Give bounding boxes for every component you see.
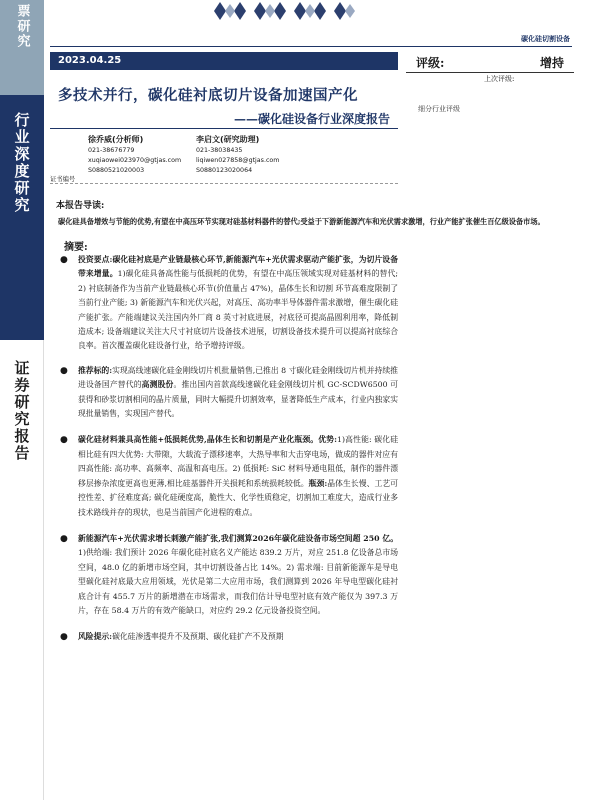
header-logo-banner <box>210 0 360 22</box>
summary-bullet <box>58 630 398 644</box>
rating-label: 评级: <box>416 56 445 70</box>
sidebar-top-label: 票研究 <box>14 4 30 49</box>
summary-bullet <box>58 433 398 519</box>
summary-bullet <box>58 364 398 422</box>
bullet-bold-2: 高测股份 <box>141 380 174 390</box>
sidebar <box>0 0 44 800</box>
report-subtitle: ——碳化硅设备行业深度报告 <box>233 112 390 126</box>
sidebar-report-label: 证券研究报告 <box>12 360 31 462</box>
cert-label: 证书编号 <box>50 176 76 183</box>
summary-bullet <box>58 532 398 618</box>
bullet-bold: 新能源汽车+光伏需求增长刺激产能扩张,我们测算2026年碳化硅设备市场空间超 250 亿。 <box>78 533 398 543</box>
summary-bullet <box>58 253 398 354</box>
bullet-bold: 碳化硅材料兼具高性能+低损耗优势,晶体生长和切割是产业化瓶颈。优势: <box>78 435 338 445</box>
guide-body: 碳化硅具备增效与节能的优势,有望在中高压环节实现对硅基材料器件的替代;受益于下游新能源汽车和光伏需求激增，行业产能扩张催生百亿级设备市场。 <box>58 217 545 226</box>
rating-value: 增持 <box>539 56 564 70</box>
analyst-cert: S0880521020003 <box>88 167 145 174</box>
bullet-bold-2: 瓶颈: <box>308 478 328 488</box>
analyst-phone: 021-38676779 <box>88 147 135 154</box>
bullet-text: 碳化硅渗透率提升不及预期、碳化硅扩产不及预期 <box>112 632 284 642</box>
header-sector-label: 碳化硅切割设备 <box>521 34 570 43</box>
analyst-2 <box>196 134 279 176</box>
title-divider <box>50 128 398 129</box>
bullet-text: 1)供给端: 我们预计 2026 年碳化硅衬底名义产能达 839.2 万片，对应 251.8 亿设备总市场空间，48.0 亿的新增市场空间，其中切割设备占比 14%。2) 需求端: 目前新能源车是导电型碳化硅衬底最大应用领域，光伏是第二大应用市场，我们测算到 2026 年导电型碳化硅衬底合计有 455.7 万片的新增潜在市场需求，而我们估计导电型衬底有效产能仅为 397.3 万片，存在 58.4 万片的有效产能缺口，对应约 29.2 亿元设备投资空间。 <box>78 548 398 615</box>
sector-rating-label: 细分行业评级 <box>418 105 460 113</box>
summary-heading: 摘要: <box>64 242 88 253</box>
analyst-cert: S0880123020064 <box>196 167 253 174</box>
report-date: 2023.04.25 <box>50 52 398 70</box>
bullet-text: 1)碳化硅具备高性能与低损耗的优势，有望在中高压领域实现对硅基材料的替代; 2) 衬底制备作为当前产业链最核心环节(价值量占 47%)，晶体生长和切割 环节高难度限制了当前行业产能; 3) 新能源汽车和光伏兴起，对高压、高功率半导体器件需求激增，催生碳化硅产能扩张。产能端建议关注国内外厂商 8 英寸衬底进展，衬底径可提高晶圆利用率，降低制造成本; 设备端建议关注大尺寸衬底切片设备技术进展，切割设备技术提升可以提高衬底综合良率。首次覆盖碳化硅设备行业，给予增持评级。 <box>78 269 398 351</box>
bullet-text-2: 晶体生长慢、工艺可控性差、扩径难度高; 碳化硅硬度高，脆性大、化学性质稳定，切割加工难度大，造成行业多技术路线并存的现状，也是当前国产化进程的难点。 <box>78 478 398 517</box>
analyst-name: 李启文(研究助理) <box>196 135 260 144</box>
bullet-dot-icon: ● <box>60 365 68 376</box>
analyst-divider <box>50 183 398 184</box>
header-divider <box>50 46 572 47</box>
analyst-1 <box>88 134 181 176</box>
summary-bullets <box>58 253 398 645</box>
bullet-dot-icon: ● <box>60 632 68 643</box>
guide-heading: 本报告导读: <box>56 201 105 211</box>
sidebar-report-type: 行业深度研究 <box>12 112 31 214</box>
analyst-email[interactable]: xuqiaowei023970@gtjas.com <box>88 157 182 164</box>
analyst-block <box>50 134 398 186</box>
bullet-bold: 风险提示: <box>78 632 113 642</box>
bullet-bold: 投资要点:碳化硅衬底是产业链最核心环节,新能源汽车+光伏需求驱动产能扩张，为切片设备带来增量。 <box>78 255 398 279</box>
bullet-text-2: 。推出国内首款高线速碳化硅金刚线切片机 GC-SCDW6500 可获得和砂浆切割相同的晶片质量，同时大幅提升切割效率，显著降低生产成本，行业内独家实现批量销售，实现国产替代。 <box>78 380 399 419</box>
bullet-bold: 推荐标的: <box>78 365 113 375</box>
bullet-text: 1)高性能: 碳化硅相比硅有四大优势: 大带隙，大载流子漂移速率，大热导率和大击穿电场，做成的器件对应有四高性能: 高功率、高频率、高温和高电压。2) 低损耗: SiC 材料导通电阻低，制作的器件漂移层掺杂浓度更高也更薄,相比硅基器件开关损耗和系统损耗较低。 <box>78 435 399 488</box>
bullet-text: 实现高线速碳化硅金刚线切片机批量销售,已推出 8 寸碳化硅金刚线切片机并持续推进设备国产替代的 <box>78 365 398 390</box>
analyst-email[interactable]: liqiwen027858@gtjas.com <box>196 157 280 164</box>
analyst-phone: 021-38038435 <box>196 147 243 154</box>
report-guide <box>56 198 545 228</box>
bullet-dot-icon: ● <box>60 533 68 544</box>
analyst-name: 徐乔威(分析师) <box>88 135 144 144</box>
report-title: 多技术并行，碳化硅衬底切片设备加速国产化 <box>58 87 358 104</box>
bullet-dot-icon: ● <box>60 435 68 446</box>
bullet-dot-icon: ● <box>60 255 68 265</box>
previous-rating-label: 上次评级: <box>484 75 515 83</box>
rating-divider <box>406 72 574 73</box>
